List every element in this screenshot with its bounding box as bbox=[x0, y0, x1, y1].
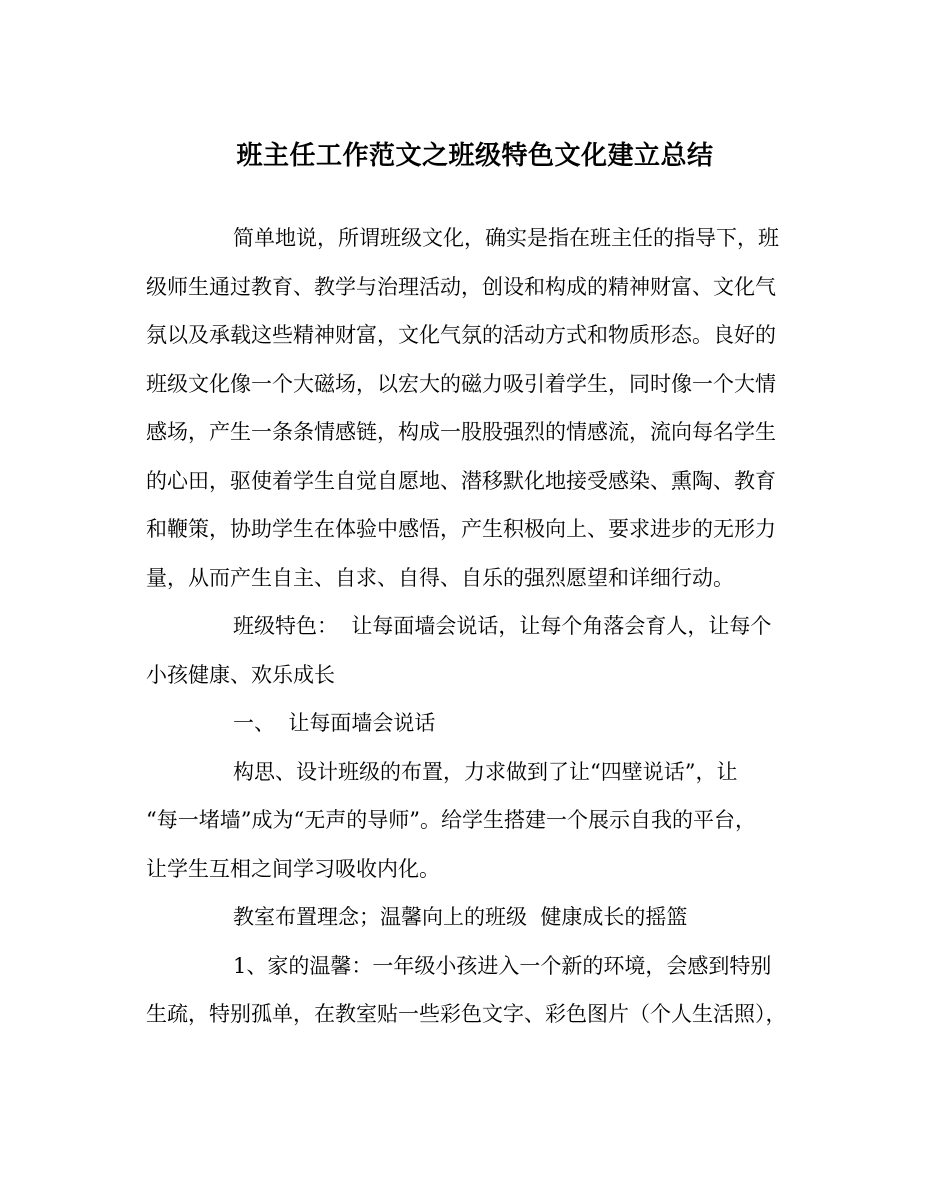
text-line: 小孩健康、欢乐成长 bbox=[146, 662, 335, 687]
text-line: 班级文化像一个大磁场，以宏大的磁力吸引着学生，同时像一个大情 bbox=[146, 371, 776, 396]
text-line: 的心田，驱使着学生自觉自愿地、潜移默化地接受感染、熏陶、教育 bbox=[146, 468, 776, 493]
text-line: 和鞭策，协助学生在体验中感悟，产生积极向上、要求进步的无形力 bbox=[146, 517, 776, 541]
text-line: 教室布置理念；温馨向上的班级 健康成长的摇篮 bbox=[233, 905, 688, 929]
section-heading: 一、 让每面墙会说话 bbox=[233, 711, 436, 735]
text-line: 简单地说，所谓班级文化，确实是指在班主任的指导下，班 bbox=[233, 226, 779, 250]
document-body bbox=[146, 214, 810, 1039]
document-title: 班主任工作范文之班级特色文化建立总结 bbox=[236, 141, 714, 171]
text-line: 班级特色： 让每面墙会说话，让每个角落会育人，让每个 bbox=[233, 614, 772, 638]
text-line: 氛以及承载这些精神财富，文化气氛的活动方式和物质形态。良好的 bbox=[146, 323, 776, 347]
text-line: 量，从而产生自主、自求、自得、自乐的强烈愿望和详细行动。 bbox=[146, 565, 734, 590]
text-line: 生疏，特别孤单，在教室贴一些彩色文字、彩色图片（个人生活照）， bbox=[146, 1002, 787, 1026]
text-line: 构思、设计班级的布置，力求做到了让“四壁说话”，让 bbox=[233, 759, 738, 784]
text-line: 级师生通过教育、教学与治理活动，创设和构成的精神财富、文化气 bbox=[146, 274, 776, 299]
text-line: “每一堵墙”成为“无声的导师”。给学生搭建一个展示自我的平台， bbox=[146, 808, 756, 832]
text-line: 让学生互相之间学习吸收内化。 bbox=[146, 856, 440, 881]
text-line: 1、家的温馨：一年级小孩进入一个新的环境，会感到特别 bbox=[233, 953, 772, 978]
text-line: 感场，产生一条条情感链，构成一股股强烈的情感流，流向每名学生 bbox=[146, 420, 776, 444]
